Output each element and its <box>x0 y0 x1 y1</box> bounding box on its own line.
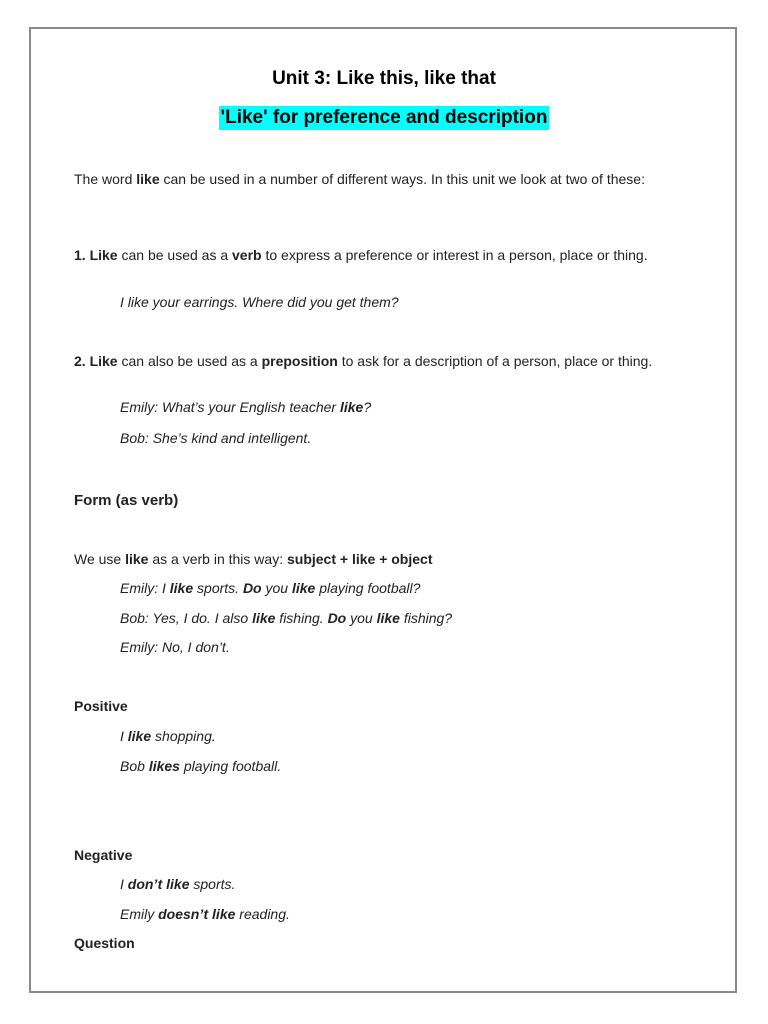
point-1-bold-verb: verb <box>232 247 262 263</box>
example-text: I <box>120 728 128 744</box>
example-bold: doesn’t like <box>158 906 236 922</box>
point-1-paragraph <box>74 247 695 264</box>
document-title: Unit 3: Like this, like that <box>272 68 496 89</box>
document-subtitle: 'Like' for preference and description <box>220 107 548 128</box>
point-2-paragraph <box>74 353 695 370</box>
dialogue-text: Emily: I <box>120 580 170 596</box>
form-rule-text-1: We use <box>74 551 126 567</box>
example-text: ? <box>363 399 372 415</box>
point-1-text-2: to express a preference or interest in a person, place or thing. <box>261 247 648 263</box>
point-2-example-1 <box>120 399 371 416</box>
example-text: shopping. <box>151 728 216 744</box>
negative-example-1 <box>120 876 235 893</box>
dialogue-text: sports. <box>193 580 243 596</box>
example-bold: likes <box>148 758 180 774</box>
example-text: Emily: What’s your English teacher <box>120 399 340 415</box>
point-2-number: 2. Like <box>74 353 118 369</box>
intro-bold-like: like <box>136 171 160 187</box>
form-rule-bold-like: like <box>125 551 149 567</box>
dialogue-bold: Do <box>327 610 347 626</box>
point-1-number: 1. Like <box>74 247 118 263</box>
dialogue-bold: like <box>376 610 400 626</box>
dialogue-bold: like <box>291 580 316 596</box>
example-text: Bob <box>120 758 149 774</box>
form-heading: Form (as verb) <box>74 492 179 509</box>
point-1-example: I like your earrings. Where did you get them? <box>120 294 399 310</box>
example-text: Emily <box>120 906 159 922</box>
example-bold: like <box>339 399 364 415</box>
point-2-text-1: can also be used as a <box>117 353 262 369</box>
intro-text-1: The word <box>74 171 137 187</box>
example-text: I <box>120 876 128 892</box>
dialogue-line-2 <box>120 610 452 627</box>
intro-text-2: can be used in a number of different ways. In this unit we look at two of these: <box>159 171 645 187</box>
form-rule-formula: subject + like + object <box>286 551 433 567</box>
negative-example-2 <box>120 906 290 923</box>
dialogue-text: fishing? <box>399 610 453 626</box>
form-rule <box>74 551 433 568</box>
example-bold: don’t like <box>127 876 190 892</box>
positive-heading: Positive <box>74 698 128 714</box>
dialogue-bold: Do <box>242 580 262 596</box>
form-rule-text-2: as a verb in this way: <box>148 551 287 567</box>
positive-example-2 <box>120 758 281 775</box>
point-1-text-1: can be used as a <box>117 247 233 263</box>
dialogue-line-3: Emily: No, I don’t. <box>120 639 230 655</box>
point-2-example-2: Bob: She’s kind and intelligent. <box>120 430 312 446</box>
dialogue-text: fishing. <box>275 610 328 626</box>
dialogue-text: you <box>346 610 377 626</box>
dialogue-bold: like <box>169 580 194 596</box>
intro-paragraph <box>74 171 695 188</box>
dialogue-line-1 <box>120 580 420 597</box>
example-bold: like <box>127 728 152 744</box>
dialogue-bold: like <box>252 610 276 626</box>
dialogue-text: you <box>261 580 292 596</box>
example-text: sports. <box>189 876 236 892</box>
dialogue-text: Bob: Yes, I do. I also <box>120 610 253 626</box>
point-2-text-2: to ask for a description of a person, place or thing. <box>337 353 653 369</box>
example-text: reading. <box>235 906 290 922</box>
point-2-bold-preposition: preposition <box>261 353 338 369</box>
question-heading: Question <box>74 935 135 951</box>
subtitle-container <box>0 106 768 130</box>
negative-heading: Negative <box>74 847 133 863</box>
dialogue-text: playing football? <box>315 580 421 596</box>
example-text: playing football. <box>179 758 282 774</box>
positive-example-1 <box>120 728 216 745</box>
